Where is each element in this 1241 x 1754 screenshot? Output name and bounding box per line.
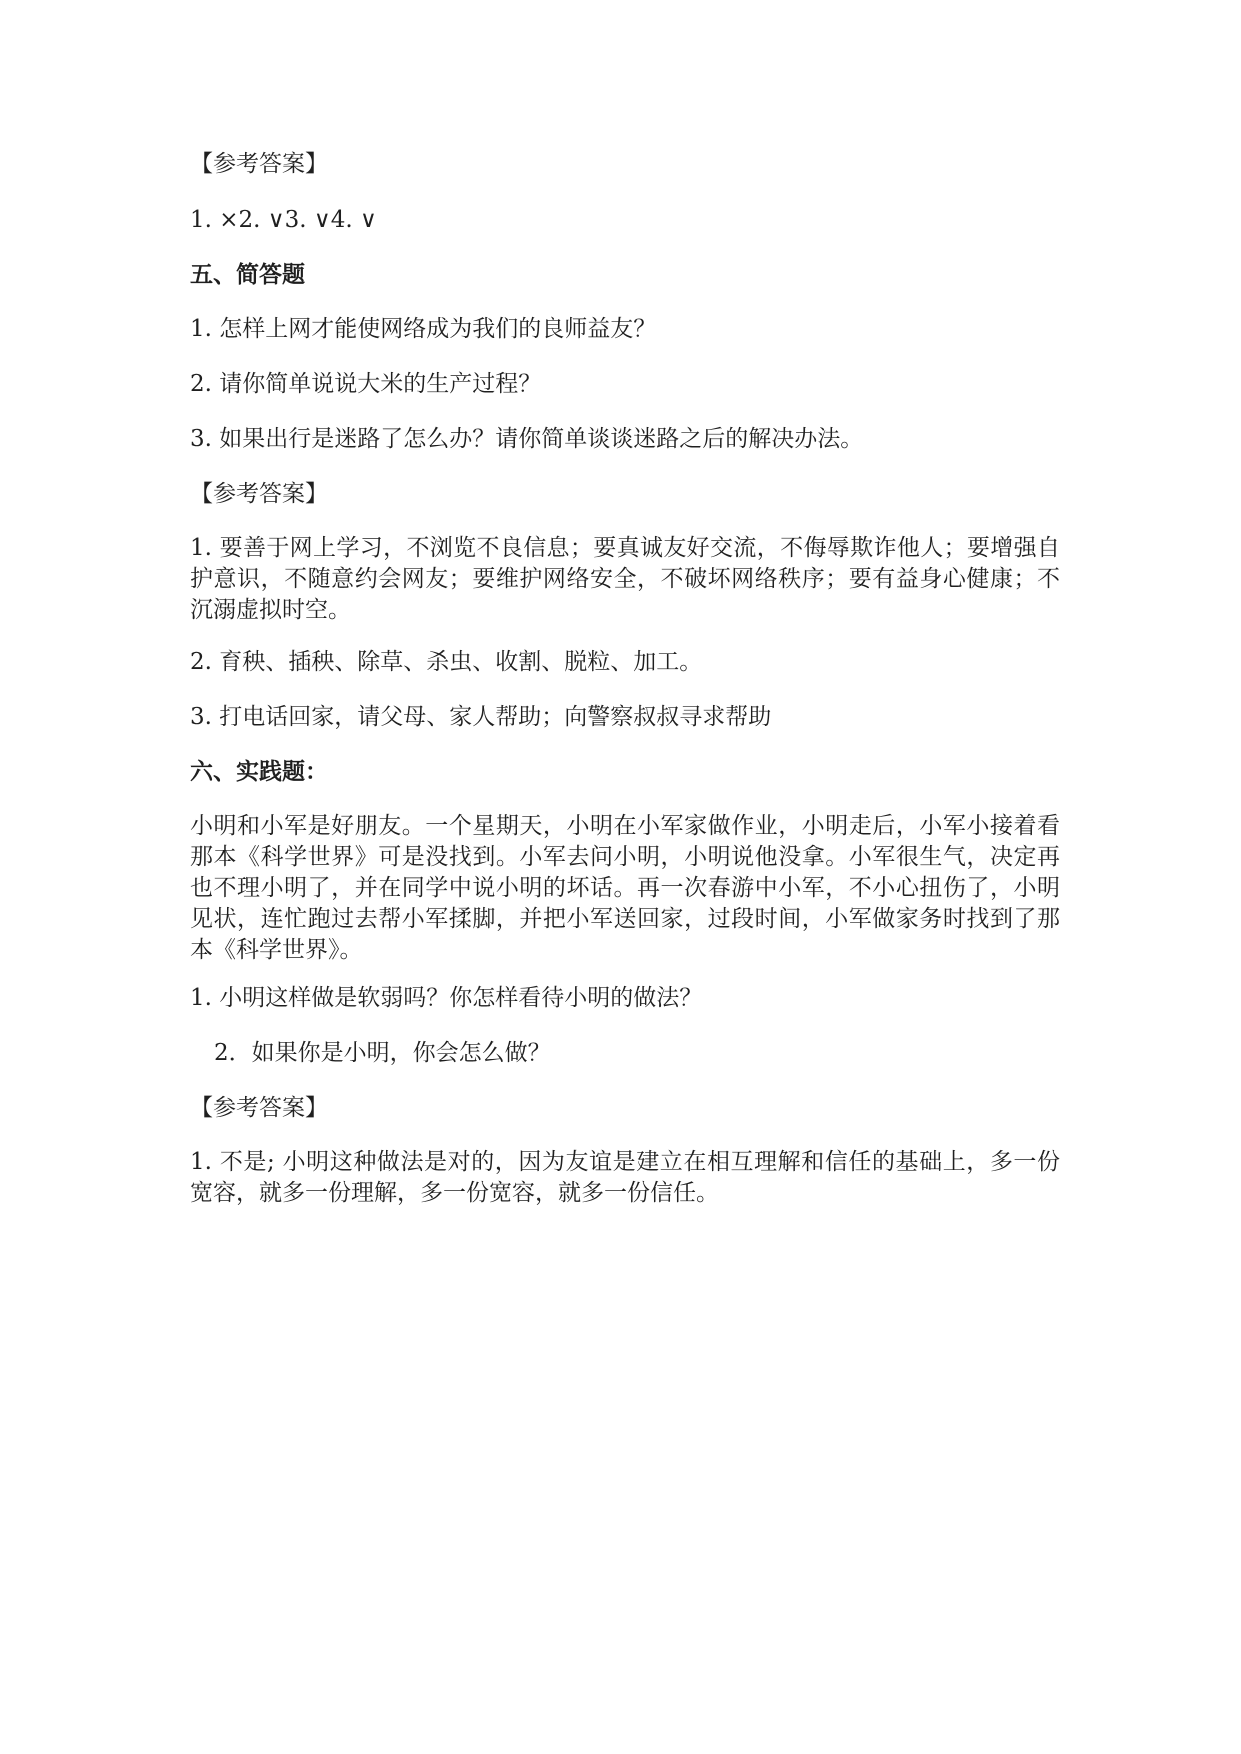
question-item: 2. 请你简单说说大米的生产过程？ — [190, 371, 542, 397]
judge-answers: 1. ×2. ∨3. ∨4. ∨ — [190, 207, 377, 233]
answer-header: 【参考答案】 — [190, 1095, 328, 1121]
question-item: 1. 小明这样做是软弱吗？你怎样看待小明的做法？ — [190, 985, 703, 1011]
question-item: 2．如果你是小明，你会怎么做？ — [214, 1040, 551, 1066]
answer-header: 【参考答案】 — [190, 151, 328, 177]
answer-paragraph: 2. 育秧、插秧、除草、杀虫、收割、脱粒、加工。 — [190, 649, 703, 675]
answer-paragraph: 1. 要善于网上学习，不浏览不良信息；要真诚友好交流，不侮辱欺诈他人；要增强自护意识，不随意约会网友；要维护网络安全，不破坏网络秩序；要有益身心健康；不沉溺虚拟时空。 — [190, 535, 1060, 623]
section-title: 六、实践题： — [190, 758, 328, 785]
section-title: 五、简答题 — [190, 261, 305, 288]
question-item: 3. 如果出行是迷路了怎么办？请你简单谈谈迷路之后的解决办法。 — [190, 426, 864, 452]
answer-paragraph: 1. 不是; 小明这种做法是对的，因为友谊是建立在相互理解和信任的基础上，多一份宽容，就多一份理解，多一份宽容，就多一份信任。 — [190, 1149, 1060, 1206]
answer-paragraph: 3. 打电话回家，请父母、家人帮助；向警察叔叔寻求帮助 — [190, 704, 772, 730]
story-passage: 小明和小军是好朋友。一个星期天，小明在小军家做作业，小明走后，小军小接着看那本《科学世界》可是没找到。小军去问小明，小明说他没拿。小军很生气，决定再也不理小明了，并在同学中说小明的坏话。再一次春游中小军，不小心扭伤了，小明见状，连忙跑过去帮小军揉脚，并把小军送回家，过段时间，小军做家务时找到了那本《科学世界》。 — [190, 813, 1060, 963]
question-item: 1. 怎样上网才能使网络成为我们的良师益友？ — [190, 316, 657, 342]
answer-header: 【参考答案】 — [190, 481, 328, 507]
